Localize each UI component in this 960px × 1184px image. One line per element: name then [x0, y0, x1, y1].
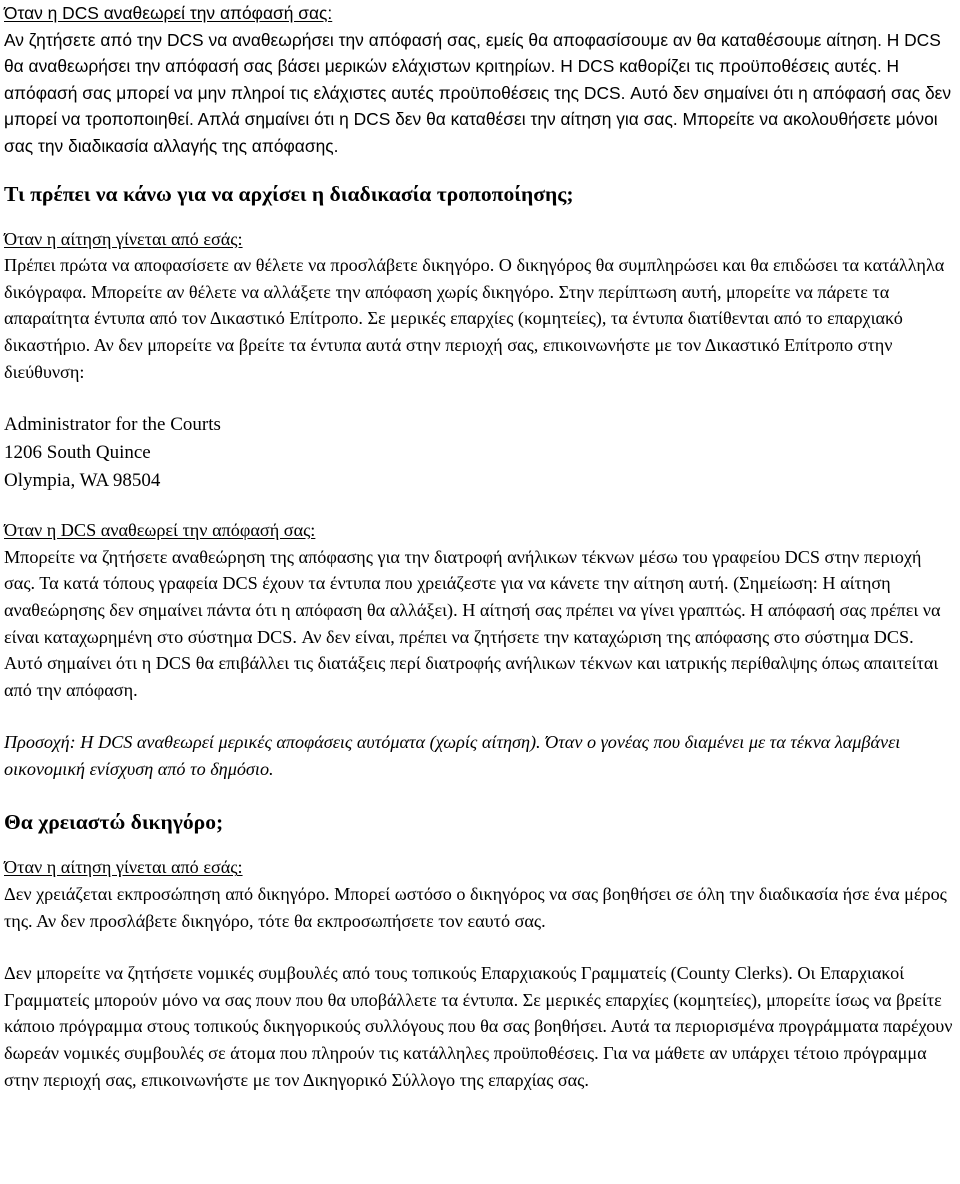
address-line-1: Administrator for the Courts: [4, 414, 221, 436]
paragraph-legal-advice: Δεν μπορείτε να ζητήσετε νομικές συμβουλές από τους τοπικούς Επαρχιακούς Γραμματείς (County Clerks). Οι Επαρχιακοί Γραμματείς μπορούν μόνο να σας πουν που θα υποβάλλετε τα έντυπα. Σε μερικές επαρχίες (κομητείες), μπορείτε ίσως να βρείτε κάποιο πρόγραμμα στους τοπικούς δικηγορικούς συλλόγους που θα σας βοηθήσει. Αυτά τα περιορισμένα προγράμματα παρέχουν δωρεάν νομικές συμβουλές σε άτομα που πληρούν τις κατάλληλες προϋποθέσεις. Για να μάθετε αν υπάρχει τέτοιο πρόγραμμα στην περιοχή σας, επικοινωνήστε με τον Δικηγορικό Σύλλογο της επαρχίας σας.: [4, 963, 953, 1090]
note-paragraph: Προσοχή: Η DCS αναθεωρεί μερικές αποφάσεις αυτόματα (χωρίς αίτηση). Όταν ο γονέας που διαμένει με τα τέκνα λαμβάνει οικονομική ενίσχυση από το δημόσιο.: [4, 732, 901, 779]
title-need-lawyer: Θα χρειαστώ δικηγόρο;: [4, 810, 224, 835]
address-line-2: 1206 South Quince: [4, 442, 151, 464]
section-heading-dcs-review-2: Όταν η DCS αναθεωρεί την απόφασή σας:: [4, 520, 316, 541]
address-line-3: Olympia, WA 98504: [4, 470, 161, 492]
paragraph-no-lawyer: Δεν χρειάζεται εκπροσώπηση από δικηγόρο. Μπορεί ωστόσο ο δικηγόρος να σας βοηθήσει σε όλη την διαδικασία ήσε ένα μέρος της. Αν δεν προσλάβετε δικηγόρο, τότε θα εκπροσωπήσετε τον εαυτό σας.: [4, 884, 947, 931]
section-heading-dcs-review: Όταν η DCS αναθεωρεί την απόφασή σας:: [4, 3, 333, 23]
paragraph-dcs-review: Αν ζητήσετε από την DCS να αναθεωρήσει την απόφασή σας, εμείς θα αποφασίσουμε αν θα καταθέσουμε αίτηση. Η DCS θα αναθεωρήσει την απόφασή σας βάσει μερικών ελάχιστων κριτηρίων. Η DCS καθορίζει τις προϋποθέσεις αυτές. Η απόφασή σας μπορεί να μην πληροί τις ελάχιστες αυτές προϋποθέσεις της DCS. Αυτό δεν σημαίνει ότι η απόφασή σας δεν μπορεί να τροποποιηθεί. Απλά σημαίνει ότι η DCS δεν θα καταθέσει την αίτηση για σας. Μπορείτε να ακολουθήσετε μόνοι σας την διαδικασία αλλαγής της απόφασης.: [4, 29, 952, 156]
title-modification-process: Τι πρέπει να κάνω για να αρχίσει η διαδικασία τροποποίησης;: [4, 181, 574, 206]
paragraph-self-request: Πρέπει πρώτα να αποφασίσετε αν θέλετε να προσλάβετε δικηγόρο. Ο δικηγόρος θα συμπληρώσει και θα επιδώσει τα κατάλληλα δικόγραφα. Μπορείτε αν θέλετε να αλλάξετε την απόφαση χωρίς δικηγόρο. Στην περίπτωση αυτή, μπορείτε να πάρετε τα απαραίτητα έντυπα από τον Δικαστικό Επίτροπο. Σε μερικές επαρχίες (κομητείες), τα έντυπα διατίθενται από το επαρχιακό δικαστήριο. Αν δεν μπορείτε να βρείτε τα έντυπα αυτά στην περιοχή σας, επικοινωνήστε με τον Δικαστικό Επίτροπο στην διεύθυνση:: [4, 255, 945, 382]
section-heading-self-request: Όταν η αίτηση γίνεται από εσάς:: [4, 228, 243, 249]
address-block: [4, 411, 956, 495]
paragraph-dcs-review-2: Μπορείτε να ζητήσετε αναθεώρηση της απόφασης για την διατροφή ανήλικων τέκνων μέσω του γραφείου DCS στην περιοχή σας. Τα κατά τόπους γραφεία DCS έχουν τα έντυπα που χρειάζεστε για να κάνετε την αίτηση αυτή. (Σημείωση: Η αίτηση αναθεώρησης δεν σημαίνει πάντα ότι η απόφαση θα αλλάξει). Η αίτησή σας πρέπει να γίνει γραπτώς. Η απόφασή σας πρέπει να είναι καταχωρημένη στο σύστημα DCS. Αν δεν είναι, πρέπει να ζητήσετε την καταχώριση της απόφασης στο σύστημα DCS. Αυτό σημαίνει ότι η DCS θα επιβάλλει τις διατάξεις περί διατροφής ανήλικων τέκνων και ιατρικής περίθαλψης όπως απαιτείται από την απόφαση.: [4, 546, 941, 700]
section-heading-self-request-2: Όταν η αίτηση γίνεται από εσάς:: [4, 857, 243, 878]
